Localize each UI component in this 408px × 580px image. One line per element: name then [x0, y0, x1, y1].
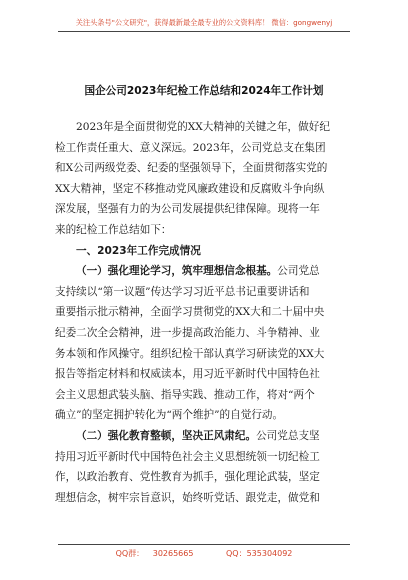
paragraph-lead-bold: （一）强化理论学习，筑牢理想信念根基。 [76, 265, 278, 278]
footer-divider [58, 544, 350, 545]
paragraph-line: 作，以政治教育、党性教育为抓手，强化理论武装，坚定 [55, 471, 320, 484]
intro-line: 和X公司两级党委、纪委的坚强领导下，全面贯彻落实党的 [55, 162, 328, 175]
paragraph-first-line [55, 426, 357, 447]
document-body [55, 117, 357, 508]
document-title: 国企公司2023年纪检工作总结和2024年工作计划 [84, 85, 324, 97]
paragraph-lead-rest: 公司党总支坚 [256, 429, 320, 442]
footer-qq: QQ：535304092 [226, 549, 293, 558]
header-divider [58, 31, 350, 32]
section-heading: 一、2023年工作完成情况 [76, 244, 201, 257]
intro-line: 检工作责任重大、意义深远。2023年，公司党总支在集团 [55, 141, 326, 154]
paragraph-line: 报告等指定材料和权威读本，用习近平新时代中国特色社 [55, 368, 320, 381]
paragraph-line: 持用习近平新时代中国特色社会主义思想统领一切纪检工 [55, 450, 320, 463]
intro-line: XX大精神，坚定不移推动党风廉政建设和反腐败斗争向纵 [55, 182, 325, 195]
paragraph-line: 确立”的坚定拥护转化为“两个维护”的自觉行动。 [55, 409, 284, 422]
paragraph-line: 支持续以“第一议题”传达学习习近平总书记重要讲话和 [55, 285, 310, 298]
footer-contact [0, 548, 408, 559]
footer-qq-group: QQ群： 30265665 [115, 549, 194, 558]
paragraph-line: 务本领和作风操守。组织纪检干部认真学习研读党的XX大 [55, 347, 325, 360]
intro-line: 深发展，坚强有力的为公司发展提供纪律保障。现将一年 [55, 203, 320, 216]
intro-line: 来的纪检工作总结如下： [55, 223, 172, 236]
paragraph-line: 重要指示批示精神，全面学习贯彻党的XX大和二十届中央 [55, 306, 325, 319]
paragraph-line: 理想信念，树牢宗旨意识，始终听党话、跟党走，做党和 [55, 491, 320, 504]
paragraph-lead-rest: 公司党总 [277, 265, 320, 278]
intro-line: 2023年是全面贯彻党的XX大精神的关键之年，做好纪 [76, 121, 330, 133]
header-banner: 关注头条号"公文研究"，获得最新最全最专业的公文资料库！ 微信：gongwenyj [75, 18, 333, 27]
paragraph-line: 会主义思想武装头脑、指导实践、推动工作，将对“两个 [55, 388, 315, 401]
paragraph-lead-bold: （二）强化教育整顿，坚决正风肃纪。 [76, 429, 257, 442]
paragraph-first-line [55, 261, 357, 282]
paragraph-line: 纪委二次全会精神，进一步提高政治能力、斗争精神、业 [55, 326, 320, 339]
